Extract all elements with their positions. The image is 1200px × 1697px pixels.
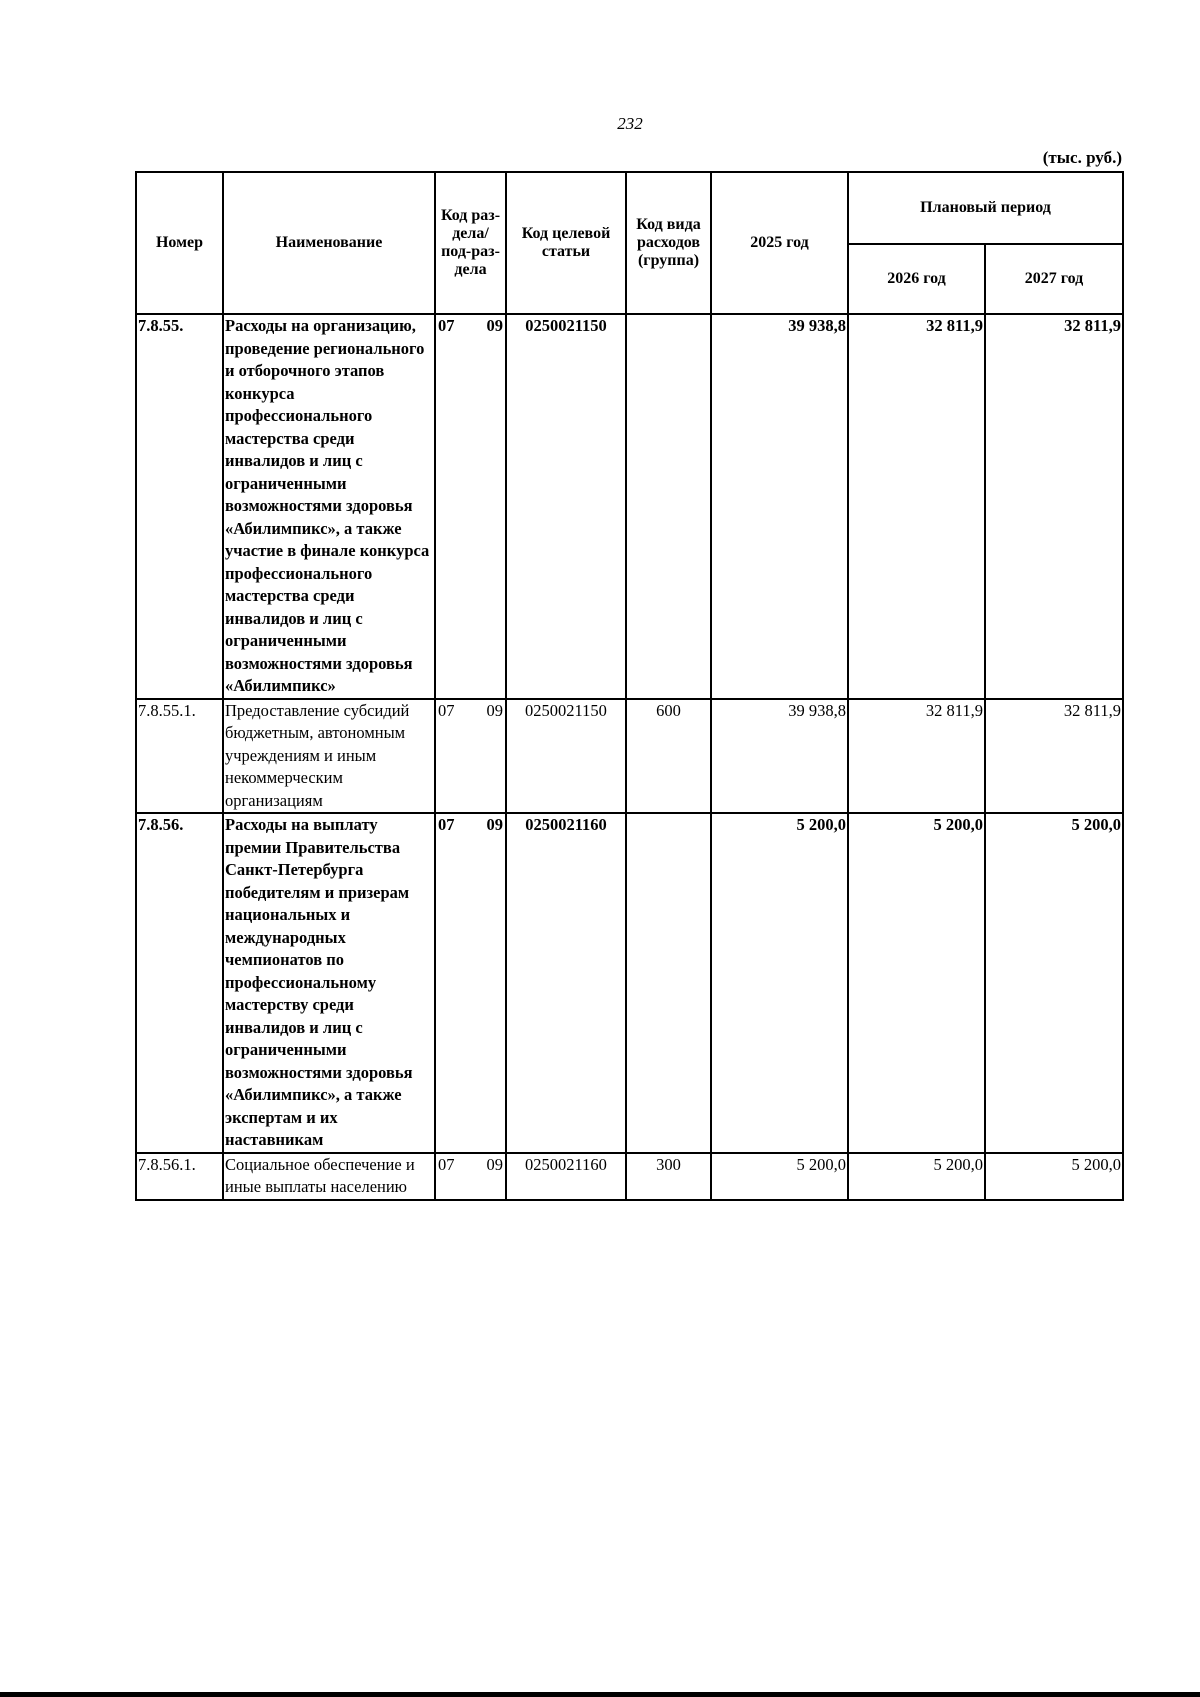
- row-section-code: [435, 699, 506, 814]
- table-body: [136, 314, 1123, 1200]
- table-row: [136, 813, 1123, 1153]
- units-label: (тыс. руб.): [1042, 148, 1122, 167]
- row-y2027: 5 200,0: [985, 813, 1123, 1153]
- row-section: 07: [438, 700, 455, 720]
- row-name: Социальное обеспечение и иные выплаты населению: [223, 1153, 435, 1200]
- row-y2025: 5 200,0: [711, 1153, 848, 1200]
- row-subsection: 09: [486, 815, 503, 834]
- row-target-code: 0250021150: [506, 699, 626, 814]
- table-row: [136, 314, 1123, 699]
- row-y2027: 5 200,0: [985, 1153, 1123, 1200]
- row-section: 07: [438, 815, 455, 834]
- row-number: 7.8.55.1.: [136, 699, 223, 814]
- table-row: [136, 699, 1123, 814]
- row-section: 07: [438, 316, 455, 335]
- row-expense-code: 300: [626, 1153, 711, 1200]
- row-section: 07: [438, 1154, 455, 1174]
- budget-table: [135, 171, 1124, 1201]
- page-bottom-border: [0, 1692, 1200, 1697]
- row-number: 7.8.55.: [136, 314, 223, 699]
- row-expense-code: 600: [626, 699, 711, 814]
- row-y2027: 32 811,9: [985, 699, 1123, 814]
- row-section-code: [435, 813, 506, 1153]
- row-y2027: 32 811,9: [985, 314, 1123, 699]
- row-y2026: 32 811,9: [848, 314, 985, 699]
- header-number: Номер: [136, 172, 223, 314]
- header-target-code: Код целевой статьи: [506, 172, 626, 314]
- row-y2026: 32 811,9: [848, 699, 985, 814]
- row-y2026: 5 200,0: [848, 1153, 985, 1200]
- header-section-code: Код раз-дела/ под-раз-дела: [435, 172, 506, 314]
- table-row: [136, 1153, 1123, 1200]
- header-planned-period: Плановый период: [848, 172, 1123, 244]
- row-number: 7.8.56.: [136, 813, 223, 1153]
- row-name: Расходы на выплату премии Правительства Санкт-Петербурга победителям и призерам национальных и международных чемпионатов по профессиональному мастерству среди инвалидов и лиц с ограниченными возможностями здоровья «Абилимпикс», а также экспертам и их наставникам: [223, 813, 435, 1153]
- row-y2025: 39 938,8: [711, 314, 848, 699]
- row-expense-code: [626, 813, 711, 1153]
- row-name: Предоставление субсидий бюджетным, автономным учреждениям и иным некоммерческим организациям: [223, 699, 435, 814]
- row-subsection: 09: [486, 700, 503, 720]
- row-target-code: 0250021160: [506, 1153, 626, 1200]
- row-number: 7.8.56.1.: [136, 1153, 223, 1200]
- header-year-2025: 2025 год: [711, 172, 848, 314]
- row-section-code: [435, 1153, 506, 1200]
- row-y2025: 39 938,8: [711, 699, 848, 814]
- row-subsection: 09: [486, 316, 503, 335]
- row-target-code: 0250021160: [506, 813, 626, 1153]
- row-y2025: 5 200,0: [711, 813, 848, 1153]
- row-y2026: 5 200,0: [848, 813, 985, 1153]
- header-expense-code: Код вида расходов (группа): [626, 172, 711, 314]
- row-expense-code: [626, 314, 711, 699]
- header-year-2026: 2026 год: [848, 244, 985, 314]
- row-section-code: [435, 314, 506, 699]
- row-name: Расходы на организацию, проведение регионального и отборочного этапов конкурса профессионального мастерства среди инвалидов и лиц с ограниченными возможностями здоровья «Абилимпикс», а также участие в финале конкурса профессионального мастерства среди инвалидов и лиц с ограниченными возможностями здоровья «Абилимпикс»: [223, 314, 435, 699]
- row-target-code: 0250021150: [506, 314, 626, 699]
- header-name: Наименование: [223, 172, 435, 314]
- page-number: 232: [617, 114, 643, 133]
- row-subsection: 09: [486, 1154, 503, 1174]
- header-year-2027: 2027 год: [985, 244, 1123, 314]
